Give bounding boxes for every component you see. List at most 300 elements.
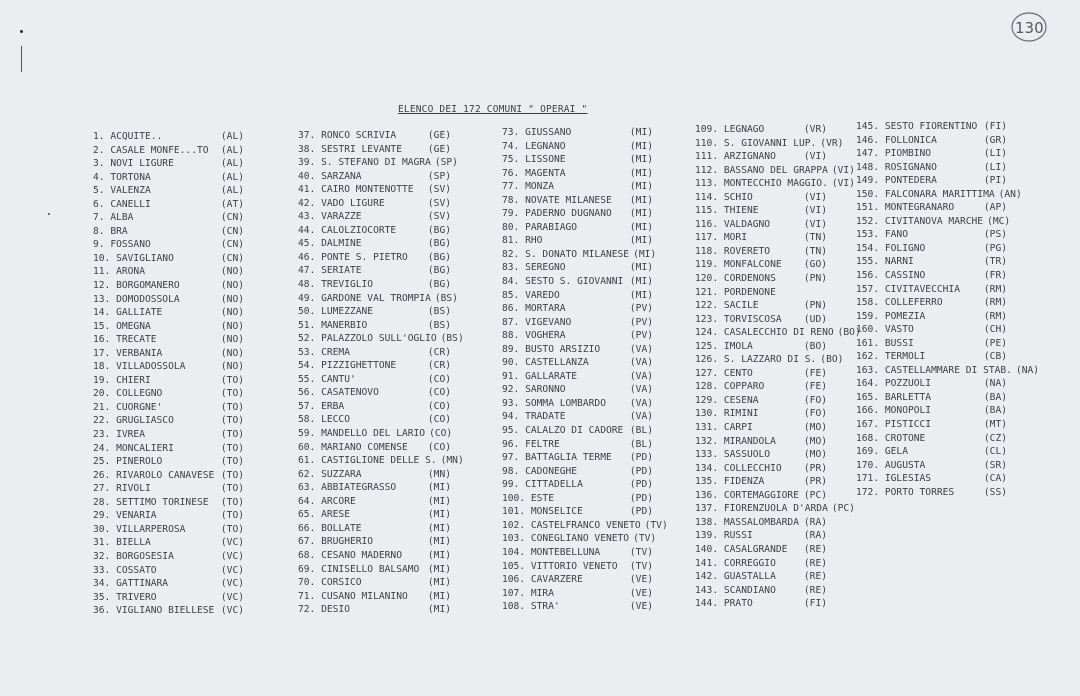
province-code: (BO) — [837, 327, 861, 339]
province-code: (CL) — [983, 446, 1007, 458]
comune-row — [93, 443, 244, 457]
province-code: (RM) — [983, 297, 1007, 309]
province-code: (TO) — [220, 523, 244, 535]
province-code: (BL) — [629, 425, 653, 437]
province-code: (CZ) — [983, 432, 1007, 444]
comune-name: 91. GALLARATE — [502, 370, 578, 382]
comune-name: 39. S. STEFANO DI MAGRA — [298, 157, 431, 169]
comune-name: 145. SESTO FIORENTINO — [856, 121, 978, 132]
comune-row — [502, 547, 653, 561]
province-code: (MI) — [629, 235, 653, 247]
province-code: (UD) — [803, 313, 827, 325]
comune-row — [502, 439, 653, 453]
comune-name: 4. TORTONA — [93, 171, 151, 183]
comune-name: 30. VILLARPEROSA — [93, 523, 186, 535]
province-code: (TO) — [220, 483, 244, 495]
comune-name: 60. MARIANO COMENSE — [298, 441, 408, 453]
comune-name: 93. SOMMA LOMBARDO — [502, 397, 606, 409]
comune-row — [298, 469, 451, 483]
province-code: (AT) — [220, 198, 244, 210]
province-code: (PD) — [629, 452, 653, 464]
province-code: (TV) — [644, 519, 668, 531]
comune-name: 1. ACQUITE.. — [93, 131, 163, 142]
comune-name: 171. IGLESIAS — [856, 473, 932, 485]
comune-row — [856, 121, 1007, 135]
comune-name: 157. CIVITAVECCHIA — [856, 283, 960, 295]
comune-name: 72. DESIO — [298, 604, 350, 616]
comune-name: 69. CINISELLO BALSAMO — [298, 563, 420, 575]
province-code: (MI) — [629, 127, 653, 138]
comune-name: 135. FIDENZA — [695, 476, 765, 488]
comune-name: 148. ROSIGNANO — [856, 161, 937, 173]
comune-row — [502, 466, 653, 480]
province-code: (VC) — [220, 564, 244, 576]
comune-name: 167. PISTICCI — [856, 419, 932, 431]
comune-row — [298, 265, 451, 279]
comune-row — [695, 436, 827, 450]
comune-name: 153. FANO — [856, 229, 908, 241]
comune-row — [695, 517, 827, 531]
comune-name: 99. CITTADELLA — [502, 479, 583, 491]
comune-name: 52. PALAZZOLO SULL'OGLIO — [298, 333, 437, 345]
comune-row — [93, 470, 244, 484]
comune-row — [695, 287, 827, 301]
comune-name: 141. CORREGGIO — [695, 557, 776, 569]
province-code: (BO) — [820, 354, 844, 366]
province-code: (SS) — [983, 486, 1007, 498]
comune-name: 115. THIENE — [695, 205, 759, 217]
comune-row — [502, 317, 653, 331]
comune-row — [856, 162, 1007, 176]
comune-row — [502, 506, 653, 520]
comune-row — [695, 585, 827, 599]
province-code: (MI) — [427, 563, 451, 575]
comune-name: 120. CORDENONS — [695, 273, 776, 285]
province-code: (RM) — [983, 283, 1007, 295]
province-code: (VR) — [803, 124, 827, 135]
comune-name: 86. MORTARA — [502, 303, 566, 315]
comune-row — [856, 378, 1007, 392]
comune-row — [298, 496, 451, 510]
province-code: (CO) — [427, 373, 451, 385]
comune-name: 45. DALMINE — [298, 238, 362, 250]
comune-row — [856, 256, 1007, 270]
comune-name: 88. VOGHERA — [502, 330, 566, 342]
comune-name: 79. PADERNO DUGNANO — [502, 208, 612, 220]
province-code: (RM) — [983, 310, 1007, 322]
province-code: (PD) — [629, 479, 653, 491]
comune-name: 81. RHO — [502, 235, 543, 247]
province-code: (VC) — [220, 537, 244, 549]
page-number-text: 130 — [1015, 19, 1044, 37]
comune-name: 27. RIVOLI — [93, 483, 151, 495]
comune-name: 78. NOVATE MILANESE — [502, 194, 612, 206]
comune-row — [93, 199, 244, 213]
province-code: (MI) — [629, 167, 653, 179]
comune-name: 117. MORI — [695, 232, 747, 244]
province-code: (VC) — [220, 591, 244, 603]
province-code: (VC) — [220, 578, 244, 590]
comune-name: 161. BUSSI — [856, 337, 914, 349]
province-code: (CO) — [427, 414, 451, 426]
comune-row — [502, 127, 653, 141]
comune-name: 170. AUGUSTA — [856, 459, 926, 471]
comune-name: 84. SESTO S. GIOVANNI — [502, 276, 624, 288]
province-code: (BG) — [427, 279, 451, 291]
province-code: (MC) — [987, 215, 1011, 227]
comune-name: 136. CORTEMAGGIORE — [695, 489, 799, 501]
province-code: (MI) — [629, 289, 653, 301]
comune-row — [298, 306, 451, 320]
comune-row — [856, 215, 1011, 230]
comune-row — [93, 456, 244, 470]
comune-row — [695, 137, 844, 152]
province-code: (MI) — [629, 262, 653, 274]
comune-row — [93, 253, 244, 267]
comune-name: 172. PORTO TORRES — [856, 486, 955, 498]
comune-name: 121. PORDENONE — [695, 286, 776, 298]
comune-row — [93, 145, 244, 159]
comune-name: 49. GARDONE VAL TROMPIA — [298, 292, 431, 304]
province-code: (SR) — [983, 459, 1007, 471]
punch-mark-dot — [48, 213, 50, 215]
province-code: (MO) — [803, 435, 827, 447]
comune-row — [856, 175, 1007, 189]
comune-name: 65. ARESE — [298, 509, 350, 521]
comune-row — [695, 463, 827, 477]
province-code: (PR) — [803, 476, 827, 488]
province-code: (MI) — [427, 590, 451, 602]
comune-name: 146. FOLLONICA — [856, 134, 937, 146]
comune-name: 169. GELA — [856, 446, 908, 458]
comune-row — [502, 248, 657, 263]
province-code: (GR) — [983, 134, 1007, 146]
comune-row — [298, 360, 451, 374]
comune-name: 152. CIVITANOVA MARCHE — [856, 215, 984, 227]
comune-row — [298, 387, 451, 401]
comune-name: 124. CASALECCHIO DI RENO — [695, 327, 834, 339]
comune-name: 11. ARONA — [93, 266, 145, 278]
comune-row — [695, 503, 855, 517]
province-code: (TV) — [629, 560, 653, 572]
province-code: (MI) — [427, 604, 451, 616]
province-code: (AP) — [983, 202, 1007, 214]
province-code: (TN) — [803, 245, 827, 257]
province-code: (AN) — [998, 188, 1022, 200]
comune-name: 140. CASALGRANDE — [695, 543, 788, 555]
comune-row — [502, 398, 653, 412]
province-code: (MI) — [427, 536, 451, 548]
comune-row — [695, 490, 827, 504]
comune-row — [93, 266, 244, 280]
comune-name: 44. CALOLZIOCORTE — [298, 224, 397, 236]
province-code: (MI) — [629, 276, 653, 288]
province-code: (NA) — [1015, 364, 1040, 376]
comune-row — [298, 333, 464, 347]
comune-row — [695, 544, 827, 558]
comune-name: 168. CROTONE — [856, 432, 926, 444]
comune-row — [502, 195, 653, 209]
comune-name: 63. ABBIATEGRASSO — [298, 482, 397, 494]
comune-name: 33. COSSATO — [93, 564, 157, 576]
comune-name: 166. MONOPOLI — [856, 405, 932, 417]
province-code: (PD) — [629, 492, 653, 504]
province-code: (MO) — [803, 449, 827, 461]
column-1 — [93, 131, 244, 619]
comune-name: 37. RONCO SCRIVIA — [298, 130, 397, 141]
province-code: (NO) — [220, 347, 244, 359]
comune-name: 116. VALDAGNO — [695, 218, 771, 230]
comune-name: 105. VITTORIO VENETO — [502, 560, 618, 572]
comune-row — [93, 483, 244, 497]
comune-row — [93, 375, 244, 389]
province-code: (SV) — [427, 211, 451, 223]
province-code: (CR) — [427, 346, 451, 358]
province-code: (RE) — [803, 571, 827, 583]
comune-name: 5. VALENZA — [93, 185, 151, 197]
comune-name: 112. BASSANO DEL GRAPPA — [695, 164, 828, 176]
comune-row — [502, 303, 653, 317]
province-code: (CA) — [983, 473, 1007, 485]
comune-name: 163. CASTELLAMMARE DI STAB. — [856, 364, 1012, 376]
comune-name: 89. BUSTO ARSIZIO — [502, 343, 601, 355]
province-code: (FE) — [803, 381, 827, 393]
comune-row — [93, 497, 244, 511]
province-code: (MI) — [629, 194, 653, 206]
comune-name: 87. VIGEVANO — [502, 316, 572, 328]
province-code: (AL) — [220, 185, 244, 197]
comune-row — [856, 135, 1007, 149]
comune-name: 108. STRA' — [502, 601, 560, 613]
comune-row — [695, 124, 827, 138]
comune-row — [856, 270, 1007, 284]
comune-name: 31. BIELLA — [93, 537, 151, 549]
comune-row — [93, 605, 244, 619]
comune-name: 76. MAGENTA — [502, 167, 566, 179]
comune-row — [856, 243, 1007, 257]
province-code: (AL) — [220, 158, 244, 170]
comune-row — [298, 523, 451, 537]
comune-row — [502, 533, 657, 547]
comune-name: 104. MONTEBELLUNA — [502, 546, 601, 558]
comune-name: 14. GALLIATE — [93, 307, 163, 319]
province-code: (BG) — [427, 265, 451, 277]
province-code: (VI) — [803, 191, 827, 203]
handwritten-page-number — [1009, 10, 1053, 44]
comune-row — [93, 348, 244, 362]
province-code: (BG) — [427, 251, 451, 263]
province-code: (MO) — [803, 422, 827, 434]
comune-name: 51. MANERBIO — [298, 319, 368, 331]
province-code: (CO) — [427, 400, 451, 412]
province-code: (PV) — [629, 330, 653, 342]
comune-row — [856, 297, 1007, 311]
comune-row — [298, 292, 458, 307]
comune-row — [298, 130, 451, 144]
province-code: (SP) — [434, 157, 458, 169]
comune-row — [695, 408, 827, 422]
province-code: (VA) — [629, 370, 653, 382]
comune-row — [298, 347, 451, 361]
province-code: (MI) — [633, 248, 657, 260]
province-code: (BS) — [434, 292, 458, 304]
province-code: (TO) — [220, 469, 244, 481]
comune-row — [502, 235, 653, 249]
province-code: (PV) — [629, 303, 653, 315]
province-code: (TO) — [220, 496, 244, 508]
province-code: (AL) — [220, 171, 244, 183]
comune-name: 16. TRECATE — [93, 334, 157, 346]
page-number-circle-icon — [1009, 10, 1053, 44]
comune-name: 68. CESANO MADERNO — [298, 549, 402, 561]
comune-name: 95. CALALZO DI CADORE — [502, 425, 624, 437]
province-code: (TO) — [220, 510, 244, 522]
comune-name: 150. FALCONARA MARITTIMA — [856, 188, 995, 200]
comune-name: 29. VENARIA — [93, 510, 157, 522]
comune-name: 101. MONSELICE — [502, 506, 583, 518]
province-code: (CO) — [429, 428, 453, 440]
comune-row — [502, 601, 653, 615]
province-code: (MN) — [427, 468, 451, 480]
comune-row — [298, 577, 451, 591]
comune-row — [298, 198, 451, 212]
comune-row — [502, 357, 653, 371]
comune-row — [695, 368, 827, 382]
province-code: (VI) — [831, 178, 855, 190]
comune-row — [298, 414, 451, 428]
comune-name: 62. SUZZARA — [298, 468, 362, 480]
province-code: (GO) — [803, 259, 827, 271]
comune-row — [695, 232, 827, 246]
comune-name: 142. GUASTALLA — [695, 571, 776, 583]
province-code: (MN) — [440, 455, 464, 467]
province-code: (VE) — [629, 601, 653, 613]
province-code: (CH) — [983, 324, 1007, 336]
province-code: (NO) — [220, 334, 244, 346]
comune-row — [298, 442, 451, 456]
province-code: (FE) — [803, 367, 827, 379]
comune-name: 160. VASTO — [856, 324, 914, 336]
province-code: (BS) — [440, 333, 464, 345]
comune-name: 155. NARNI — [856, 256, 914, 268]
comune-row — [93, 294, 244, 308]
comune-row — [856, 446, 1007, 460]
comune-row — [856, 311, 1007, 325]
comune-name: 40. SARZANA — [298, 170, 362, 182]
province-code: (TV) — [633, 533, 657, 545]
province-code: (VC) — [220, 605, 244, 617]
comune-row — [695, 571, 827, 585]
comune-row — [856, 405, 1007, 419]
province-code: (BA) — [983, 405, 1007, 417]
comune-row — [695, 192, 827, 206]
comune-name: 19. CHIERI — [93, 374, 151, 386]
comune-name: 109. LEGNAGO — [695, 124, 765, 135]
province-code: (CN) — [220, 239, 244, 251]
comune-row — [695, 598, 827, 612]
comune-name: 122. SACILE — [695, 300, 759, 312]
comune-name: 77. MONZA — [502, 181, 554, 193]
comune-name: 43. VARAZZE — [298, 211, 362, 223]
comune-name: 23. IVREA — [93, 429, 145, 441]
comune-name: 73. GIUSSANO — [502, 127, 572, 138]
comune-name: 22. GRUGLIASCO — [93, 415, 174, 427]
province-code: (PC) — [803, 489, 827, 501]
comune-name: 130. RIMINI — [695, 408, 759, 420]
comune-name: 71. CUSANO MILANINO — [298, 590, 408, 602]
comune-row — [695, 449, 827, 463]
comune-row — [856, 284, 1007, 298]
comune-name: 28. SETTIMO TORINESE — [93, 496, 209, 508]
province-code: (LI) — [983, 161, 1007, 173]
comune-row — [93, 361, 244, 375]
comune-name: 9. FOSSANO — [93, 239, 151, 251]
comune-row — [502, 588, 653, 602]
comune-row — [695, 314, 827, 328]
comune-row — [502, 168, 653, 182]
comune-row — [502, 493, 653, 507]
comune-row — [502, 181, 653, 195]
comune-row — [695, 476, 827, 490]
province-code: (PR) — [803, 462, 827, 474]
province-code: (TO) — [220, 388, 244, 400]
province-code: (MI) — [427, 495, 451, 507]
comune-row — [502, 479, 653, 493]
comune-row — [502, 384, 653, 398]
comune-row — [856, 229, 1007, 243]
comune-row — [298, 144, 451, 158]
comune-name: 18. VILLADOSSOLA — [93, 361, 186, 373]
comune-name: 139. RUSSI — [695, 530, 753, 542]
province-code: (TN) — [803, 232, 827, 244]
comune-row — [502, 222, 653, 236]
province-code: (FO) — [803, 394, 827, 406]
comune-name: 137. FIORENZUOLA D'ARDA — [695, 503, 828, 515]
comune-row — [298, 509, 451, 523]
comune-row — [856, 487, 1007, 501]
comune-row — [695, 327, 861, 341]
province-code: (PD) — [629, 465, 653, 477]
comune-name: 57. ERBA — [298, 400, 345, 412]
province-code: (MI) — [427, 509, 451, 521]
comune-row — [93, 510, 244, 524]
comune-row — [93, 565, 244, 579]
comune-name: 134. COLLECCHIO — [695, 462, 782, 474]
punch-mark-top — [20, 30, 23, 33]
comune-name: 158. COLLEFERRO — [856, 297, 943, 309]
comune-row — [695, 246, 827, 260]
province-code: (TO) — [220, 456, 244, 468]
comune-row — [298, 171, 451, 185]
comune-row — [298, 374, 451, 388]
comune-name: 50. LUMEZZANE — [298, 306, 374, 318]
comune-name: 106. CAVARZERE — [502, 574, 583, 586]
comune-name: 94. TRADATE — [502, 411, 566, 423]
comune-row — [298, 238, 451, 252]
comune-row — [502, 452, 653, 466]
comune-row — [93, 212, 244, 226]
province-code: (GE) — [427, 130, 451, 141]
comune-row — [856, 364, 1040, 379]
comune-name: 85. VAREDO — [502, 289, 560, 301]
comune-name: 24. MONCALIERI — [93, 442, 174, 454]
comune-name: 147. PIOMBINO — [856, 148, 932, 160]
province-code: (SP) — [427, 170, 451, 182]
province-code: (CO) — [427, 387, 451, 399]
comune-row — [93, 402, 244, 416]
comune-row — [856, 392, 1007, 406]
province-code: (BG) — [427, 238, 451, 250]
